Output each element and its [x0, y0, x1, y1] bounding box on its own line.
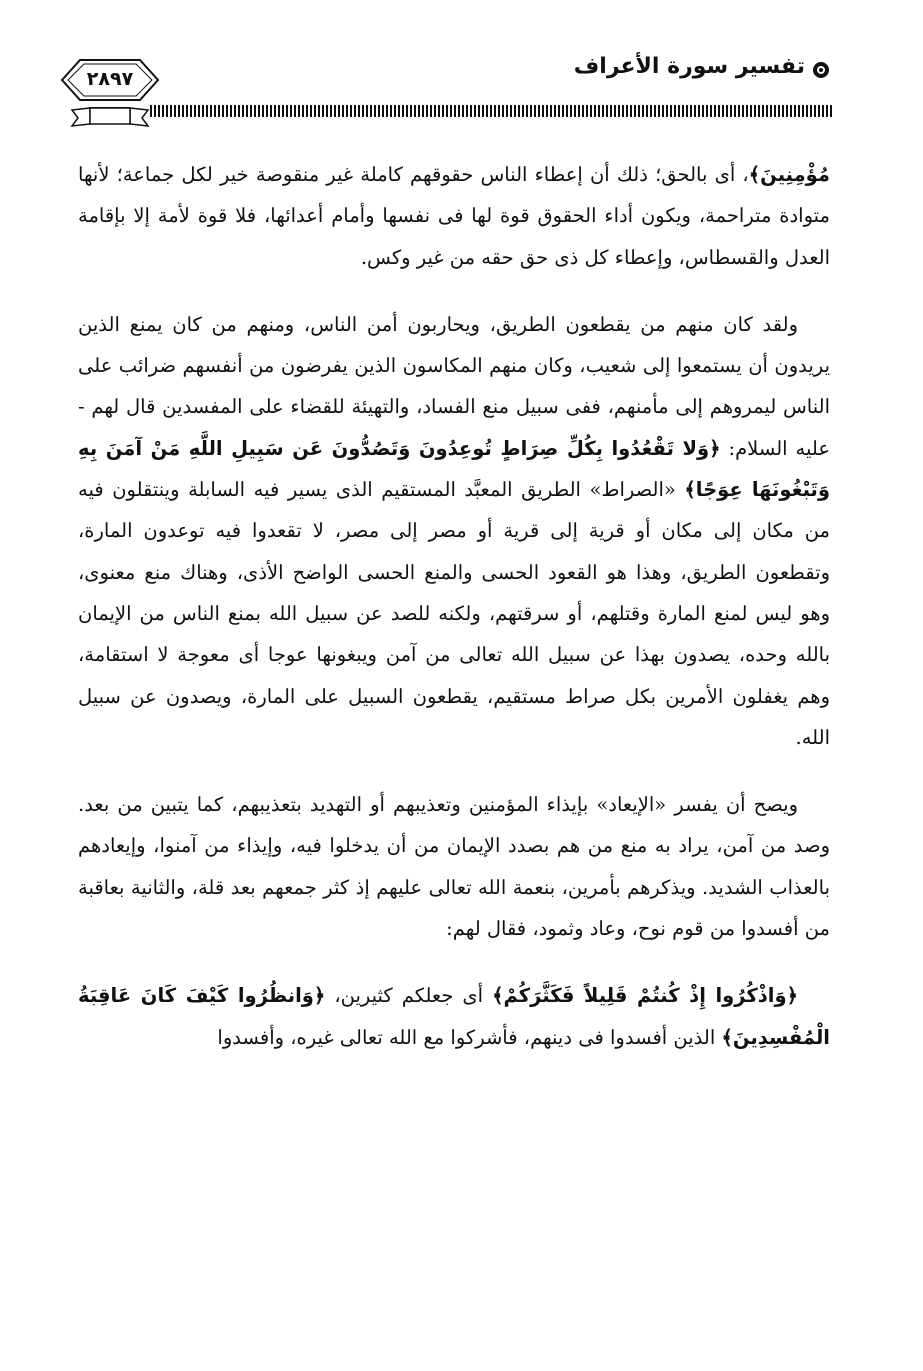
quran-verse: ﴿وَلا تَقْعُدُوا بِكُلِّ صِرَاطٍ تُوعِدُونَ وَتَصُدُّونَ عَن سَبِيلِ اللَّهِ مَنْ آمَنَ بِهِ وَتَبْغُونَهَا عِوَجًا﴾: [78, 436, 830, 502]
page-header: [0, 0, 923, 150]
paragraph-gap: [78, 758, 830, 784]
paragraph: [78, 304, 830, 758]
page-number: ٢٨٩٧: [86, 68, 134, 90]
quran-verse: ﴿وَانظُرُوا كَيْفَ كَانَ عَاقِبَةُ الْمُفْسِدِينَ﴾: [78, 984, 830, 1049]
text-segment: الذين أفسدوا فى دينهم، فأشركوا مع الله تعالى غيره، وأفسدوا: [217, 1025, 722, 1049]
page-number-badge: [60, 58, 160, 140]
quran-verse: مُؤْمِنِينَ﴾: [748, 163, 830, 186]
quran-verse: ﴿وَاذْكُرُوا إِذْ كُنتُمْ قَلِيلاً فَكَثَّرَكُمْ﴾: [492, 984, 798, 1008]
paragraph-gap: [78, 278, 830, 304]
paragraph: [78, 975, 830, 1058]
text-segment: «الصراط» الطريق المعبَّد المستقيم الذى يسير فيه السابلة وينتقلون فيه من مكان إلى مكان أو قرية إلى قرية أو مصر إلى مصر، لا تقعدوا فيه توعدون المارة، وتقطعون الطريق، وهذا هو القعود الحسى والمنع الحسى الواضح الأذى، وهناك منع معنوى، وهو ليس لمنع المارة وقتلهم، أو سرقتهم، ولكنه للصد عن سبيل الله بمنع الناس من الإيمان بالله وحده، يصدون بهذا عن سبيل الله تعالى من آمن ويبغونها عوجا أى معوجة لا استقامة، وهم يغفلون الأمرين بكل صراط مستقيم، يقطعون السبيل على المارة، ويصدون عن سبيل الله.: [78, 478, 830, 749]
text-segment: ، أى بالحق؛ ذلك أن إعطاء الناس حقوقهم كاملة غير منقوصة خير لكل جماعة؛ لأنها متوادة متراحمة، ويكون أداء الحقوق قوة لها فى نفسها وأمام أعدائها، فلا قوة لأمة إلا بإقامة العدل والقسطاس، وإعطاء كل ذى حق حقه من غير وكس.: [78, 163, 830, 269]
body-text: [78, 154, 830, 1058]
paragraph-gap: [78, 949, 830, 975]
paragraph: [78, 784, 830, 949]
paragraph: [78, 154, 830, 278]
header-rule: [150, 102, 832, 114]
text-segment: ولقد كان منهم من يقطعون الطريق، ويحاربون أمن الناس، ومنهم من كان يمنع الذين يريدون أن يستمعوا إلى شعيب، وكان منهم المكاسون الذين يفرضون من أنفسهم ضرائب على الناس ليمروهم إلى مأمنهم، ففى سبيل منع الفساد، والتهيئة للقضاء على المفسدين قال لهم - عليه السلام:: [78, 312, 830, 460]
text-segment: أى جعلكم كثيرين،: [325, 984, 493, 1008]
text-segment: ويصح أن يفسر «الإيعاد» بإيذاء المؤمنين وتعذيبهم أو التهديد بتعذيبهم، كما يتبين من بعد. وصد من آمن، يراد به منع من هم بصدد الإيمان من أن يدخلوا فيه، وإيذاء من آمنوا، وإيعادهم بالعذاب الشديد. ويذكرهم بأمرين، بنعمة الله تعالى عليهم إذ كثر جمعهم بعد قلة، والثانية بعاقبة من أفسدوا من قوم نوح، وعاد وثمود، فقال لهم:: [78, 793, 830, 941]
chapter-title: تفسير سورة الأعراف: [573, 54, 805, 79]
ornament-icon: [811, 60, 831, 84]
